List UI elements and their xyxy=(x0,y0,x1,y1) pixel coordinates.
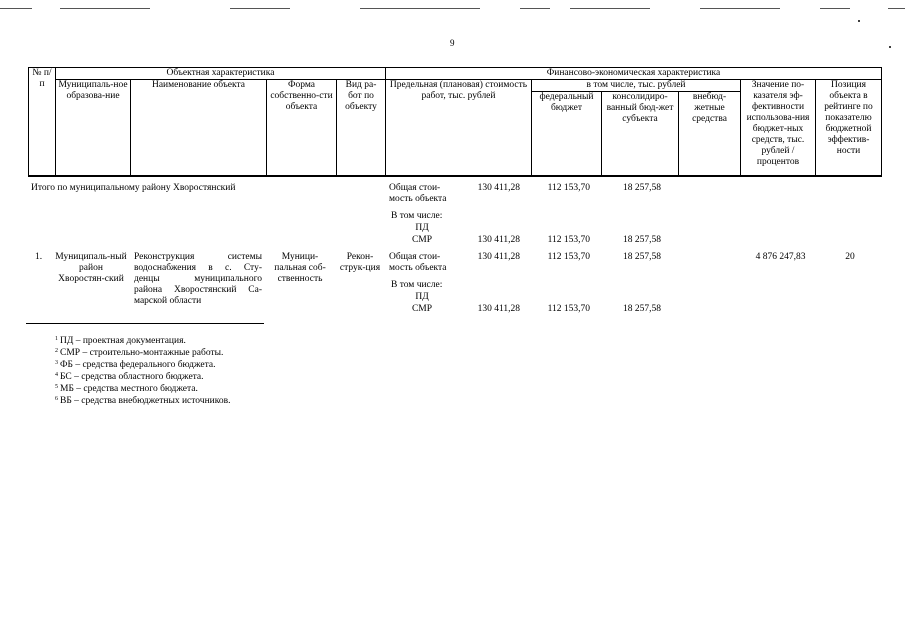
row1-name-line: Реконструкция системы xyxy=(134,252,262,262)
row1-pd-label: ПД xyxy=(415,292,429,302)
row1-municipality: Муниципаль-ный район Хворостян-ский xyxy=(55,252,127,284)
row1-work-type: Рекон-струк-ция xyxy=(339,252,381,273)
header-table xyxy=(28,67,882,177)
header-municipality: Муниципаль-ное образова-ние xyxy=(56,80,131,177)
row1-smr-cost: 130 411,28 xyxy=(477,304,520,314)
total-cost: 130 411,28 xyxy=(477,183,520,193)
row1-cost-label: Общая стои-мость объекта xyxy=(389,252,447,273)
footnote-2: $^2$ СМР – строительно-монтажные работы. xyxy=(55,348,224,358)
header-cost: Предельная (плановая) стоимость работ, тыс. рублей xyxy=(386,80,532,177)
header-work-type: Вид ра-бот по объекту xyxy=(337,80,386,177)
row1-federal: 112 153,70 xyxy=(547,252,590,262)
footnote-4: $^4$ БС – средства областного бюджета. xyxy=(55,372,204,382)
footnote-separator xyxy=(26,323,264,324)
row1-name-line: водоснабжения в с. Сту- xyxy=(134,263,262,273)
footnote-3: $^3$ ФБ – средства федерального бюджета. xyxy=(55,360,216,370)
footnote-1: $^1$ ПД – проектная документация. xyxy=(55,336,186,346)
total-pd-label: ПД xyxy=(415,223,429,233)
row1-efficiency: 4 876 247,83 xyxy=(755,252,806,262)
total-smr-federal: 112 153,70 xyxy=(547,235,590,245)
row1-num: 1. xyxy=(35,252,43,262)
total-federal: 112 153,70 xyxy=(547,183,590,193)
header-extrabudget: внебюд-жетные средства xyxy=(679,92,741,177)
row1-position: 20 xyxy=(845,252,855,262)
footnote-5: $^5$ МБ – средства местного бюджета. xyxy=(55,384,198,394)
row1-name-line: денцы муниципального xyxy=(134,274,262,284)
total-consolidated: 18 257,58 xyxy=(623,183,661,193)
row1-smr-federal: 112 153,70 xyxy=(547,304,590,314)
header-efficiency: Значение по-казателя эф-фективности использова-ния бюджет-ных средств, тыс. рублей / процентов xyxy=(741,80,816,177)
footnote-6: $^6$ ВБ – средства внебюджетных источников. xyxy=(55,396,231,406)
row1-name-line: района Хворостянский Са- xyxy=(134,285,262,295)
row1-cost: 130 411,28 xyxy=(477,252,520,262)
total-cost-label: Общая стои-мость объекта xyxy=(389,183,447,204)
total-incl-label: В том числе: xyxy=(391,211,443,221)
total-label: Итого по муниципальному району Хворостянский xyxy=(31,183,236,193)
header-including: в том числе, тыс. рублей xyxy=(532,80,741,92)
total-smr-cost: 130 411,28 xyxy=(477,235,520,245)
header-object-group: Объектная характеристика xyxy=(56,68,386,80)
header-consolidated: консолидиро-ванный бюд-жет субъекта xyxy=(602,92,679,177)
header-finance-group: Финансово-экономическая характеристика xyxy=(386,68,882,80)
row1-name-line: марской области xyxy=(134,296,202,306)
row1-incl-label: В том числе: xyxy=(391,280,443,290)
header-num: № п/п xyxy=(29,68,56,177)
row1-smr-label: СМР xyxy=(411,304,433,314)
header-ownership: Форма собственно-сти объекта xyxy=(267,80,337,177)
header-bottom-rule xyxy=(28,175,881,179)
row1-consolidated: 18 257,58 xyxy=(623,252,661,262)
row1-ownership: Муници-пальная соб-ственность xyxy=(274,252,326,284)
row1-smr-consolidated: 18 257,58 xyxy=(623,304,661,314)
row1-object-name xyxy=(134,252,262,307)
page-number: 9 xyxy=(450,38,455,48)
header-object-name: Наименование объекта xyxy=(131,80,267,177)
header-position: Позиция объекта в рейтинге по показателю бюджетной эффектив-ности xyxy=(816,80,882,177)
total-smr-label: СМР xyxy=(411,235,433,245)
header-federal: федеральный бюджет xyxy=(532,92,602,177)
total-smr-consolidated: 18 257,58 xyxy=(623,235,661,245)
